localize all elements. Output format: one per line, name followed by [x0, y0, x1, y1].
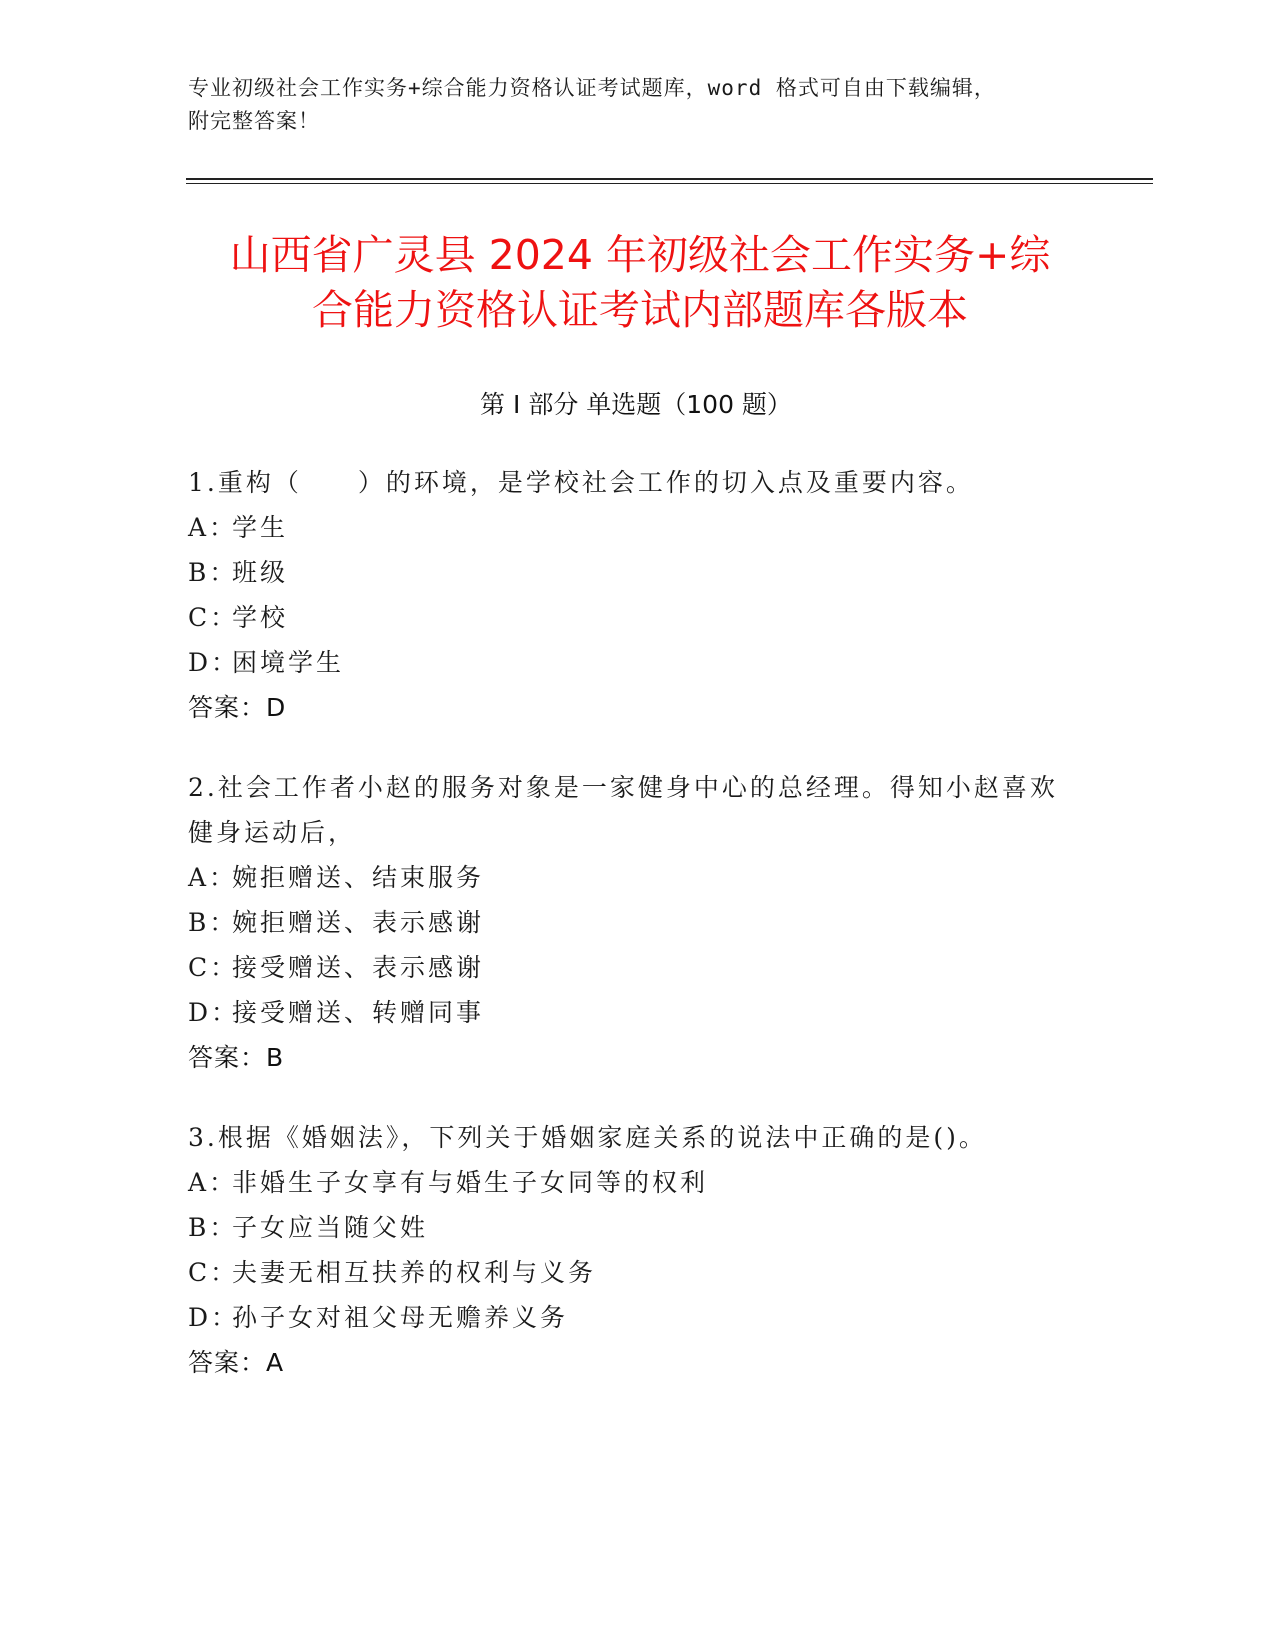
option-c [188, 945, 1068, 990]
option-d [188, 640, 1068, 685]
option-letter: D： [188, 648, 240, 677]
option-a [188, 505, 1068, 550]
answer-label: 答案：D [188, 693, 287, 722]
option-text: 子女应当随父姓 [232, 1213, 429, 1242]
option-b [188, 900, 1068, 945]
option-text: 孙子女对祖父母无赡养义务 [232, 1303, 569, 1332]
option-text: 婉拒赠送、结束服务 [232, 863, 485, 892]
option-c [188, 595, 1068, 640]
header-divider-thin [186, 183, 1153, 184]
option-letter: B： [188, 908, 238, 937]
option-text: 非婚生子女享有与婚生子女同等的权利 [232, 1168, 709, 1197]
option-a [188, 855, 1068, 900]
header-divider-thick [186, 178, 1153, 180]
option-text: 接受赠送、转赠同事 [232, 998, 485, 1027]
option-text: 夫妻无相互扶养的权利与义务 [232, 1258, 597, 1287]
option-letter: A： [188, 1168, 238, 1197]
option-text: 学校 [232, 603, 289, 632]
option-d [188, 990, 1068, 1035]
option-text: 困境学生 [232, 648, 345, 677]
question-3 [188, 1115, 1068, 1385]
option-letter: C： [188, 1258, 239, 1287]
option-text: 学生 [232, 513, 289, 542]
option-letter: D： [188, 1303, 240, 1332]
document-title [160, 228, 1120, 338]
option-text: 班级 [232, 558, 289, 587]
option-b [188, 550, 1068, 595]
option-d [188, 1295, 1068, 1340]
document-title-line-1: 山西省广灵县 2024 年初级社会工作实务+综 [229, 231, 1051, 279]
option-letter: D： [188, 998, 240, 1027]
option-b [188, 1205, 1068, 1250]
option-letter: C： [188, 603, 239, 632]
header-note-line-2: 附完整答案！ [188, 109, 320, 133]
option-letter: C： [188, 953, 239, 982]
option-letter: B： [188, 558, 238, 587]
option-letter: A： [188, 863, 238, 892]
option-c [188, 1250, 1068, 1295]
question-stem: 3.根据《婚姻法》，下列关于婚姻家庭关系的说法中正确的是()。 [188, 1123, 987, 1152]
question-1 [188, 460, 1068, 730]
question-stem: 2.社会工作者小赵的服务对象是一家健身中心的总经理。得知小赵喜欢健身运动后， [188, 773, 1058, 847]
header-note [188, 72, 1088, 138]
answer-label: 答案：B [188, 1043, 285, 1072]
section-title: 第 I 部分 单选题（100 题） [480, 390, 792, 419]
document-title-line-2: 合能力资格认证考试内部题库各版本 [312, 286, 968, 334]
option-text: 接受赠送、表示感谢 [232, 953, 485, 982]
option-a [188, 1160, 1068, 1205]
question-2 [188, 765, 1068, 1080]
option-text: 婉拒赠送、表示感谢 [232, 908, 485, 937]
answer-label: 答案：A [188, 1348, 285, 1377]
option-letter: A： [188, 513, 238, 542]
option-letter: B： [188, 1213, 238, 1242]
header-note-line-1: 专业初级社会工作实务+综合能力资格认证考试题库，word 格式可自由下载编辑， [188, 76, 996, 100]
question-stem: 1.重构（ ）的环境，是学校社会工作的切入点及重要内容。 [188, 468, 974, 497]
